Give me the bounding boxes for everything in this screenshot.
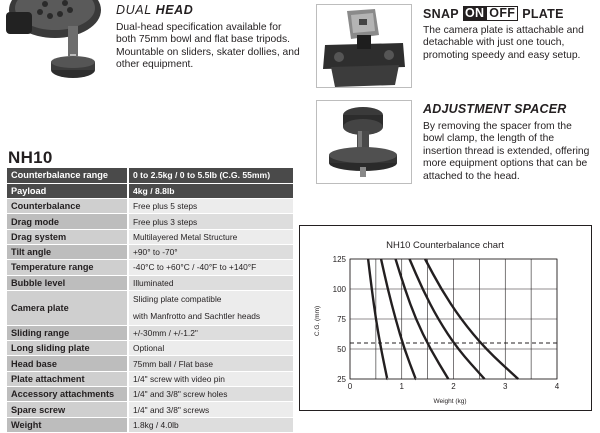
snap-plate-title	[423, 6, 564, 21]
x-tick-label: 4	[554, 382, 560, 391]
spec-value: +90° to -70°	[128, 244, 293, 259]
spec-value: 1/4" and 3/8" screw holes	[128, 387, 293, 402]
on-badge: ON	[464, 6, 485, 20]
spec-value: +/-30mm / +/-1.2"	[128, 325, 293, 340]
spec-row	[7, 244, 293, 259]
x-tick-label: 1	[399, 382, 404, 391]
spacer-illustration	[317, 101, 411, 183]
spec-label: Long sliding plate	[7, 341, 128, 356]
spec-label: Plate attachment	[7, 371, 128, 386]
spec-row	[7, 417, 293, 432]
spec-value: 1/4" and 3/8" screws	[128, 402, 293, 417]
spec-row	[7, 214, 293, 229]
off-badge: OFF	[486, 6, 518, 21]
spec-value: 4kg / 8.8lb	[128, 183, 293, 198]
spec-label: Spare screw	[7, 402, 128, 417]
snap-title-end: PLATE	[522, 6, 564, 21]
spec-row	[7, 260, 293, 275]
spec-value: 1.8kg / 4.0lb	[128, 417, 293, 432]
spec-label: Camera plate	[7, 290, 128, 325]
spec-value: Free plus 5 steps	[128, 199, 293, 214]
spec-value: 75mm ball / Flat base	[128, 356, 293, 371]
spec-row	[7, 275, 293, 290]
spec-label: Counterbalance range	[7, 168, 128, 183]
spec-label: Bubble level	[7, 275, 128, 290]
spec-label: Weight	[7, 417, 128, 432]
spec-label: Tilt angle	[7, 244, 128, 259]
counterbalance-chart	[299, 225, 592, 411]
spec-label: Temperature range	[7, 260, 128, 275]
spec-value-line: with Manfrotto and Sachtler heads	[133, 310, 261, 321]
spec-value: -40°C to +60°C / -40°F to +140°F	[128, 260, 293, 275]
spec-value: Optional	[128, 341, 293, 356]
dual-head-title-bold: HEAD	[155, 3, 194, 17]
dual-head-title-italic: DUAL	[116, 3, 152, 17]
spec-value: 0 to 2.5kg / 0 to 5.5lb (C.G. 55mm)	[128, 168, 293, 183]
spec-label: Sliding range	[7, 325, 128, 340]
spec-row	[7, 341, 293, 356]
dual-head-description: Dual-head specification available for both 75mm bowl and flat base tripods. Mountable on sliders, skater dollies, and other equipment.	[116, 22, 300, 71]
spec-value: 1/4" screw with video pin	[128, 371, 293, 386]
camera-plate-illustration	[317, 5, 411, 87]
spec-label: Counterbalance	[7, 199, 128, 214]
y-tick-label: 50	[337, 345, 346, 354]
spec-row	[7, 229, 293, 244]
y-tick-label: 125	[332, 255, 346, 264]
snap-plate-photo	[316, 4, 412, 88]
spec-table	[7, 168, 293, 433]
spec-label: Drag system	[7, 229, 128, 244]
spec-row	[7, 356, 293, 371]
snap-plate-description: The camera plate is attachable and detachable with just one touch, promoting speedy and easy setup.	[423, 25, 584, 61]
spec-row	[7, 290, 293, 325]
chart-title: NH10 Counterbalance chart	[386, 240, 504, 251]
snap-title-start: SNAP	[423, 6, 459, 21]
x-tick-label: 0	[347, 382, 353, 391]
dual-head-photo	[0, 0, 106, 92]
x-axis-label: Weight (kg)	[433, 398, 467, 405]
chart-canvas	[300, 226, 591, 410]
spec-row	[7, 325, 293, 340]
y-tick-label: 100	[332, 285, 346, 294]
spec-label: Drag mode	[7, 214, 128, 229]
fluid-head-illustration	[0, 0, 106, 92]
spec-row	[7, 387, 293, 402]
spec-label: Accessory attachments	[7, 387, 128, 402]
x-tick-label: 2	[451, 382, 456, 391]
spec-label: Head base	[7, 356, 128, 371]
dual-head-title	[116, 3, 193, 17]
spec-value-line: Sliding plate compatible	[133, 293, 222, 304]
y-tick-label: 75	[337, 315, 346, 324]
y-tick-label: 25	[337, 375, 346, 384]
spec-row	[7, 183, 293, 198]
model-title: NH10	[8, 148, 53, 167]
y-axis-label: C.G. (mm)	[314, 305, 321, 337]
adjustment-spacer-title: ADJUSTMENT SPACER	[423, 102, 567, 116]
adjustment-spacer-photo	[316, 100, 412, 184]
spec-value: Free plus 3 steps	[128, 214, 293, 229]
spec-value	[128, 290, 293, 325]
spec-row	[7, 371, 293, 386]
spec-row	[7, 402, 293, 417]
spec-label: Payload	[7, 183, 128, 198]
spec-value: Multilayered Metal Structure	[128, 229, 293, 244]
spec-row	[7, 168, 293, 183]
x-tick-label: 3	[503, 382, 508, 391]
adjustment-spacer-description: By removing the spacer from the bowl clamp, the length of the insertion thread is extended, offering more equipment options that can be attached to the head.	[423, 121, 590, 182]
spec-row	[7, 199, 293, 214]
spec-value: Illuminated	[128, 275, 293, 290]
